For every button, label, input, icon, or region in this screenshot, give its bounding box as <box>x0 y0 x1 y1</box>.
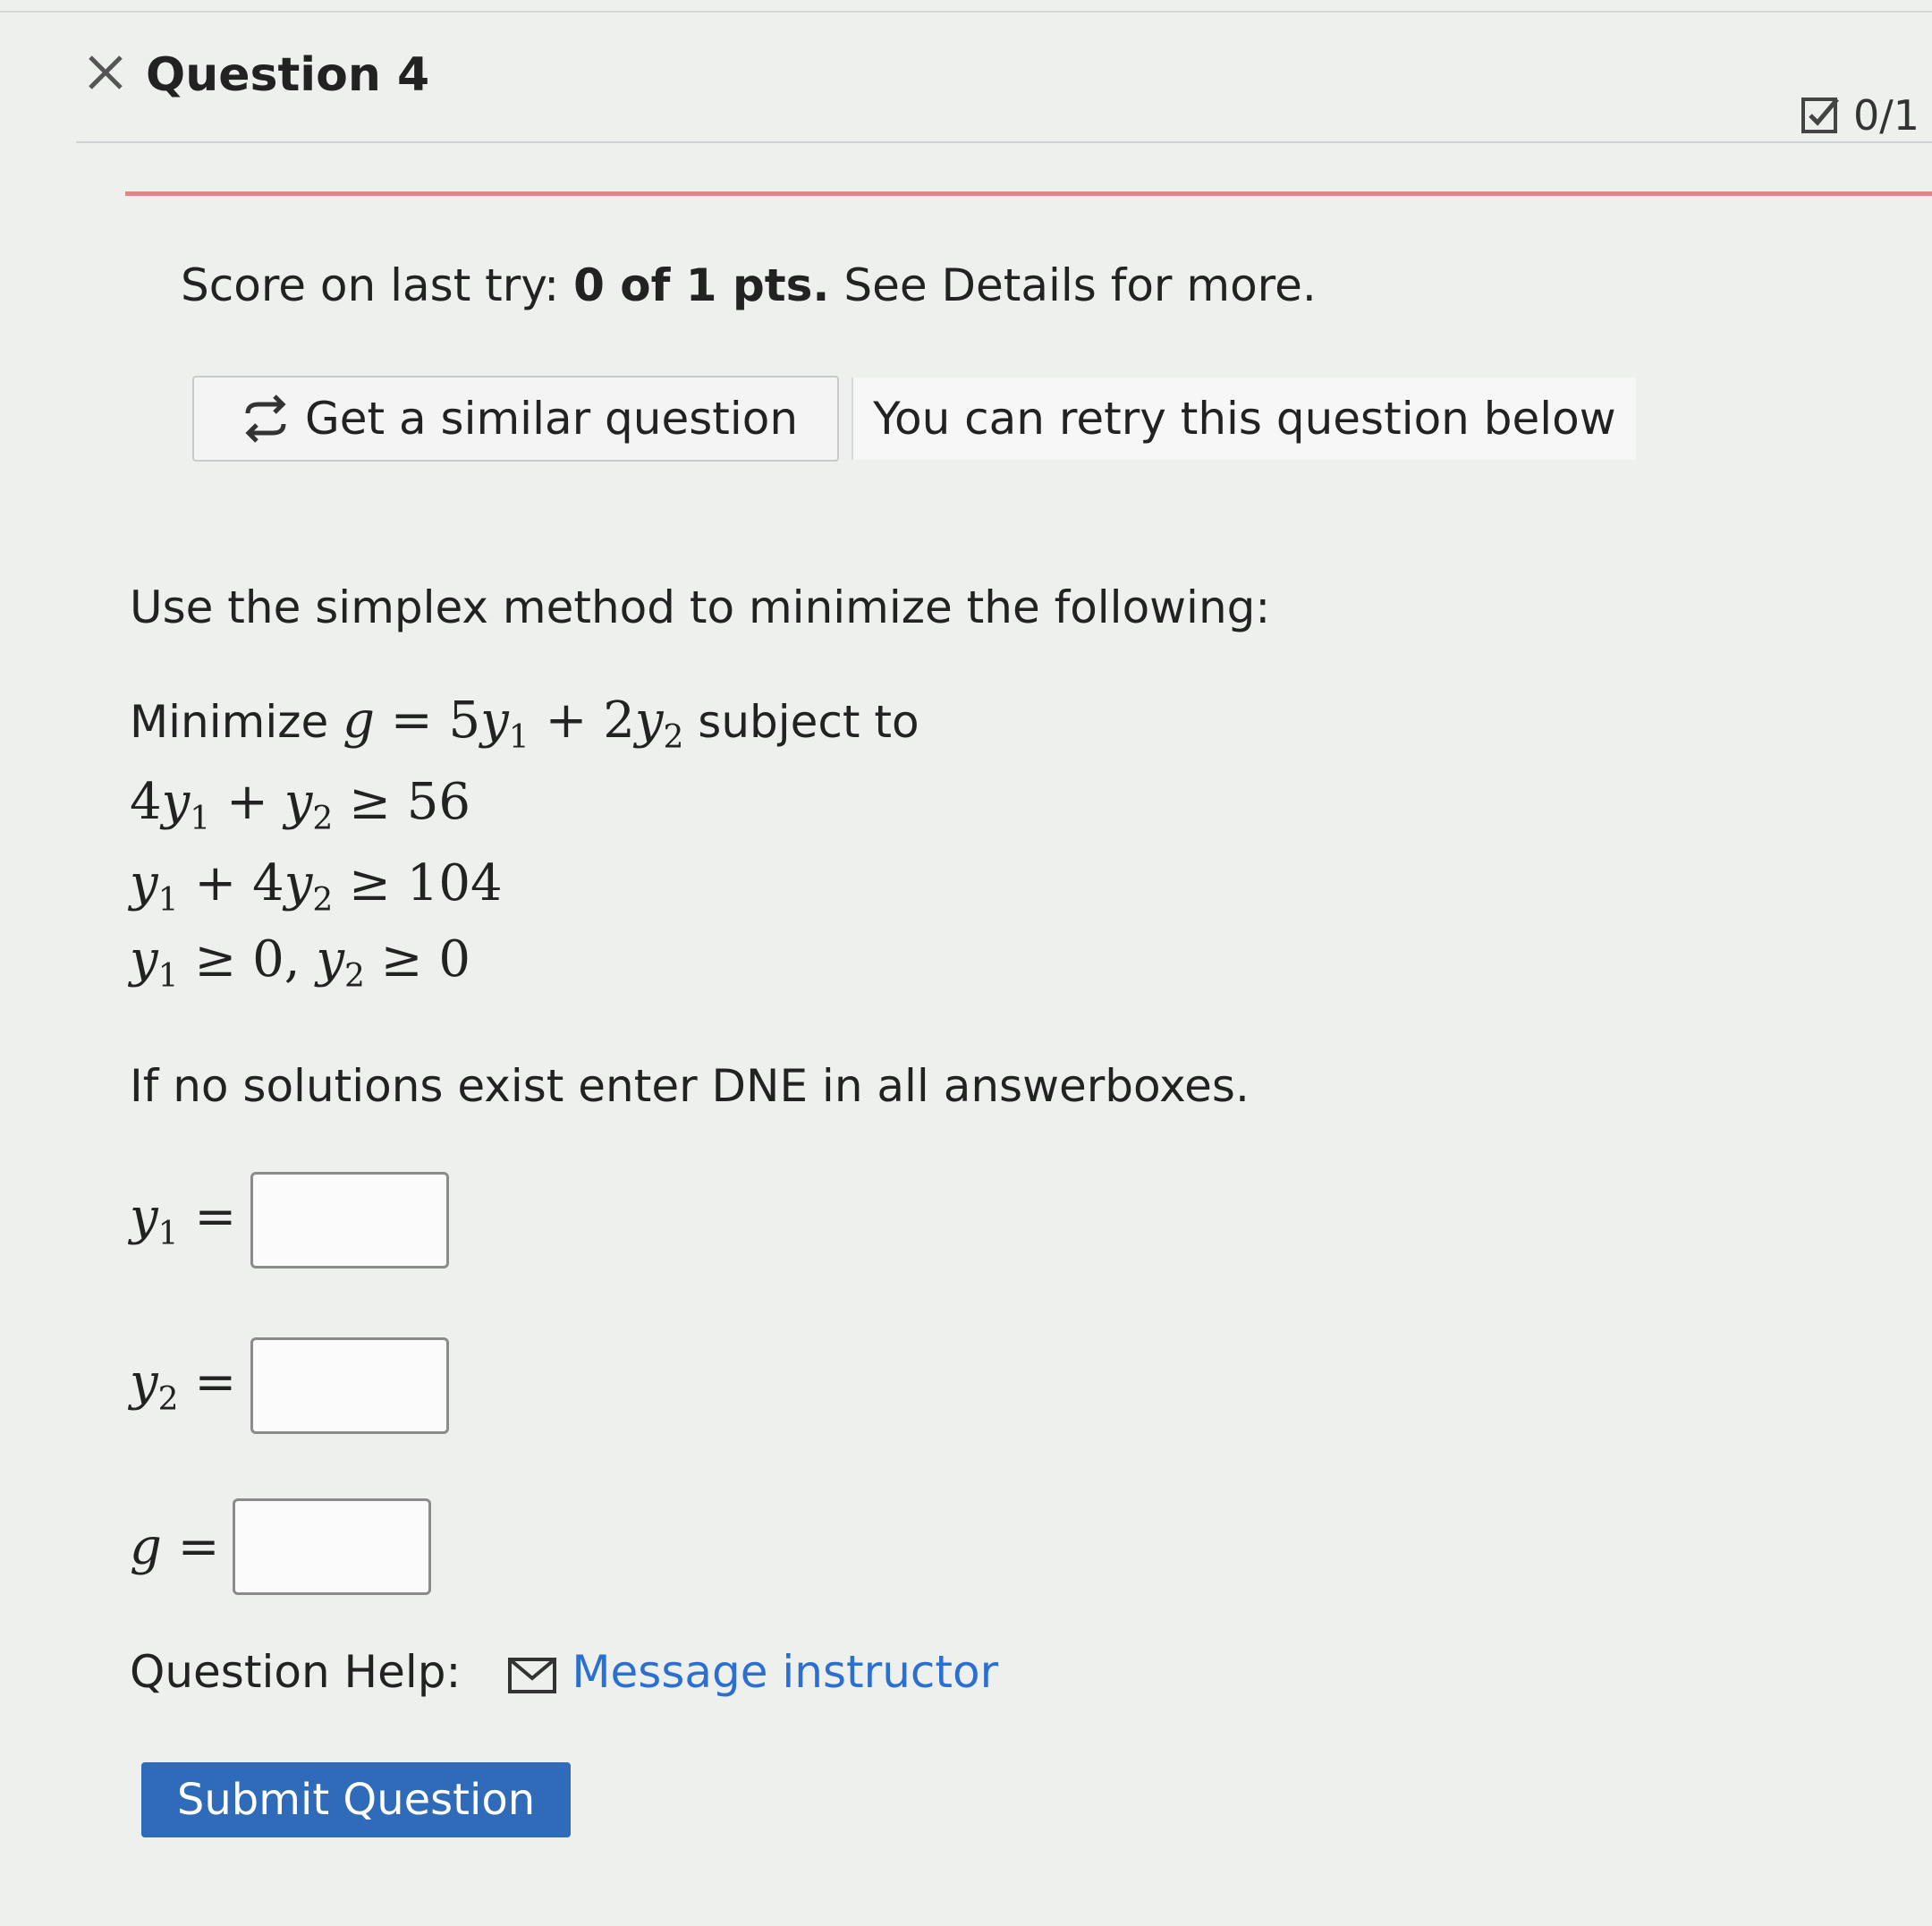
header-divider <box>76 141 1932 143</box>
g-input[interactable] <box>233 1498 431 1595</box>
nonnegativity-constraints: $y_1 \ge 0$, $y_2 \ge 0$ <box>130 930 471 996</box>
question-help-label: Question Help: <box>130 1646 462 1698</box>
y1-label: $y_1$ = <box>130 1187 237 1253</box>
problem-statement <box>130 689 919 934</box>
message-instructor-label: Message instructor <box>572 1646 999 1698</box>
question-header <box>76 45 1932 152</box>
retry-note: You can retry this question below <box>852 378 1636 460</box>
question-title: Question 4 <box>146 48 430 102</box>
score-prefix: Score on last try: <box>181 259 560 311</box>
message-instructor-link[interactable] <box>507 1646 998 1698</box>
objective-function: $g = 5y_1 + 2y_2$ <box>343 691 684 757</box>
close-icon[interactable] <box>85 52 133 100</box>
checkbox-icon <box>1800 94 1843 137</box>
last-try-score <box>181 259 1317 311</box>
objective-row <box>130 689 919 770</box>
minimize-word: Minimize <box>130 696 329 748</box>
score-suffix: See Details for more. <box>843 259 1317 311</box>
get-similar-question-button[interactable] <box>192 376 839 462</box>
similar-question-row <box>192 376 1636 462</box>
score-badge-value: 0/1 <box>1852 91 1919 140</box>
g-label: g = <box>130 1517 220 1576</box>
refresh-icon <box>239 392 292 445</box>
status-divider <box>125 191 1932 196</box>
question-help-row <box>130 1646 998 1698</box>
y2-label: $y_2$ = <box>130 1353 237 1419</box>
subject-to-label: subject to <box>698 696 919 748</box>
answer-row-y1 <box>130 1172 449 1268</box>
dne-instructions: If no solutions exist enter DNE in all answerboxes. <box>130 1060 1250 1112</box>
answer-row-g <box>130 1498 431 1595</box>
submit-question-button[interactable]: Submit Question <box>141 1762 571 1837</box>
score-badge <box>1800 91 1919 140</box>
score-value: 0 of 1 pts. <box>573 259 830 311</box>
problem-prompt: Use the simplex method to minimize the following: <box>130 581 1271 633</box>
y2-input[interactable] <box>250 1337 449 1434</box>
constraint-2: $y_1 + 4y_2 \ge 104$ <box>130 854 503 920</box>
top-divider <box>0 0 1932 13</box>
envelope-icon <box>507 1653 557 1691</box>
y1-input[interactable] <box>250 1172 449 1268</box>
answer-row-y2 <box>130 1337 449 1434</box>
constraint-1: $4y_1 + y_2 \ge 56$ <box>130 773 471 838</box>
get-similar-question-label: Get a similar question <box>305 393 799 445</box>
